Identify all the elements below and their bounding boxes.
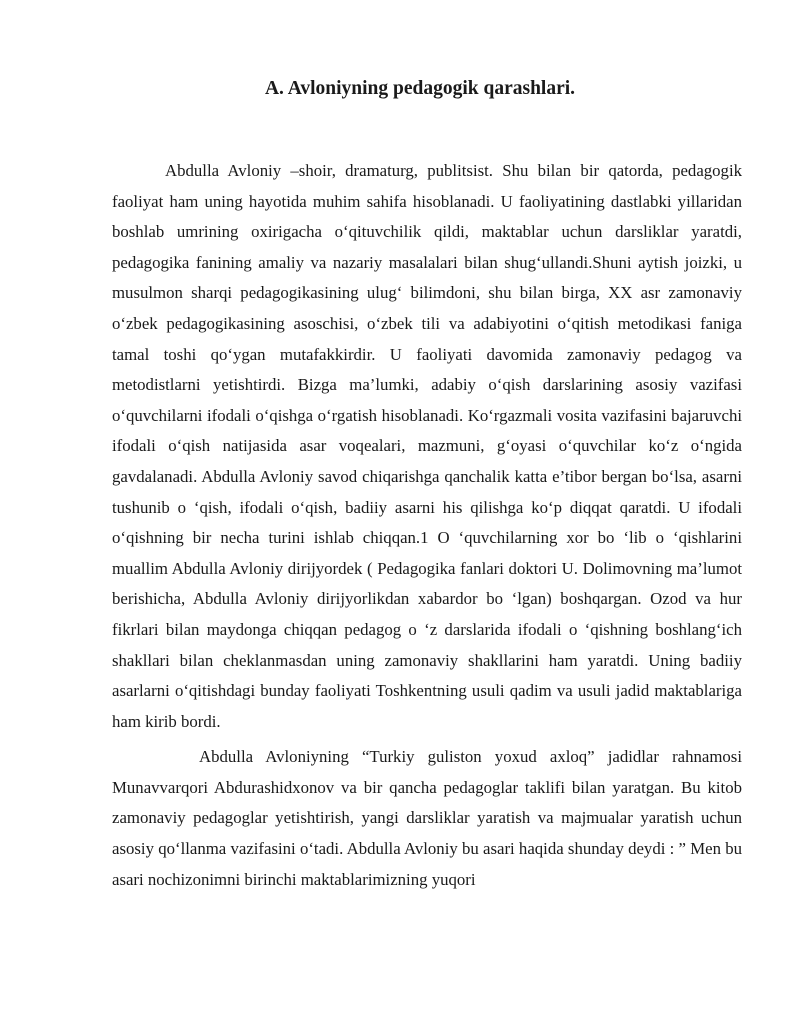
paragraph-2: Abdulla Avloniyning “Turkiy guliston yoxud axloq” jadidlar rahnamosi Munavvarqori Abdurashidxonov va bir qancha pedagoglar taklifi bilan yaratgan. Bu kitob zamonaviy pedagoglar yetishtirish, yangi darsliklar yaratish va majmualar yaratish uchun asosiy qo‘llanma vazifasini o‘tadi. Abdulla Avloniy bu asari haqida shunday deydi : ” Men bu asari nochizonimni birinchi maktablarimizning yuqori [112, 747, 742, 889]
document-title: A. Avloniyning pedagogik qarashlari. [264, 78, 576, 99]
paragraph-1: Abdulla Avloniy –shoir, dramaturg, publitsist. Shu bilan bir qatorda, pedagogik faoliyat ham uning hayotida muhim sahifa hisoblanadi. U faoliyatining dastlabki yillaridan boshlab umrining oxirigacha o‘qituvchilik qildi, maktablar uchun darsliklar yaratdi, pedagogika fanining amaliy va nazariy masalalari bilan shug‘ullandi.Shuni aytish joizki, u musulmon sharqi pedagogikasining ulug‘ bilimdoni, shu bilan birga, XX asr zamonaviy o‘zbek pedagogikasining asoschisi, o‘zbek tili va adabiyotini o‘qitish metodikasi faniga tamal toshi qo‘ygan mutafakkirdir. U faoliyati davomida zamonaviy pedagog va metodistlarni yetishtirdi. Bizga ma’lumki, adabiy o‘qish darslarining asosiy vazifasi o‘quvchilarni ifodali o‘qishga o‘rgatish hisoblanadi. Ko‘rgazmali vosita vazifasini bajaruvchi ifodali o‘qish natijasida asar voqealari, mazmuni, g‘oyasi o‘quvchilar ko‘z o‘ngida gavdalanadi. Abdulla Avloniy savod chiqarishga qanchalik katta e’tibor bergan bo‘lsa, asarni tushunib o ‘qish, ifodali o‘qish, badiiy asarni his qilishga ko‘p diqqat qaratdi. U ifodali o‘qishning bir necha turini ishlab chiqqan.1 O ‘quvchilarning xor bo ‘lib o ‘qishlarini muallim Abdulla Avloniy dirijyordek ( Pedagogika fanlari doktori U. Dolimovning ma’lumot berishicha, Abdulla Avloniy dirijyorlikdan xabardor bo ‘lgan) boshqargan. Ozod va hur fikrlari bilan maydonga chiqqan pedagog o ‘z darslarida ifodali o ‘qishning boshlang‘ich shakllari bilan cheklanmasdan uning zamonaviy shakllarini ham yaratdi. Uning badiiy asarlarni o‘qitishdagi bunday faoliyati Toshkentning usuli qadim va usuli jadid maktablariga ham kirib bordi. [112, 161, 742, 731]
document-body [112, 156, 742, 895]
